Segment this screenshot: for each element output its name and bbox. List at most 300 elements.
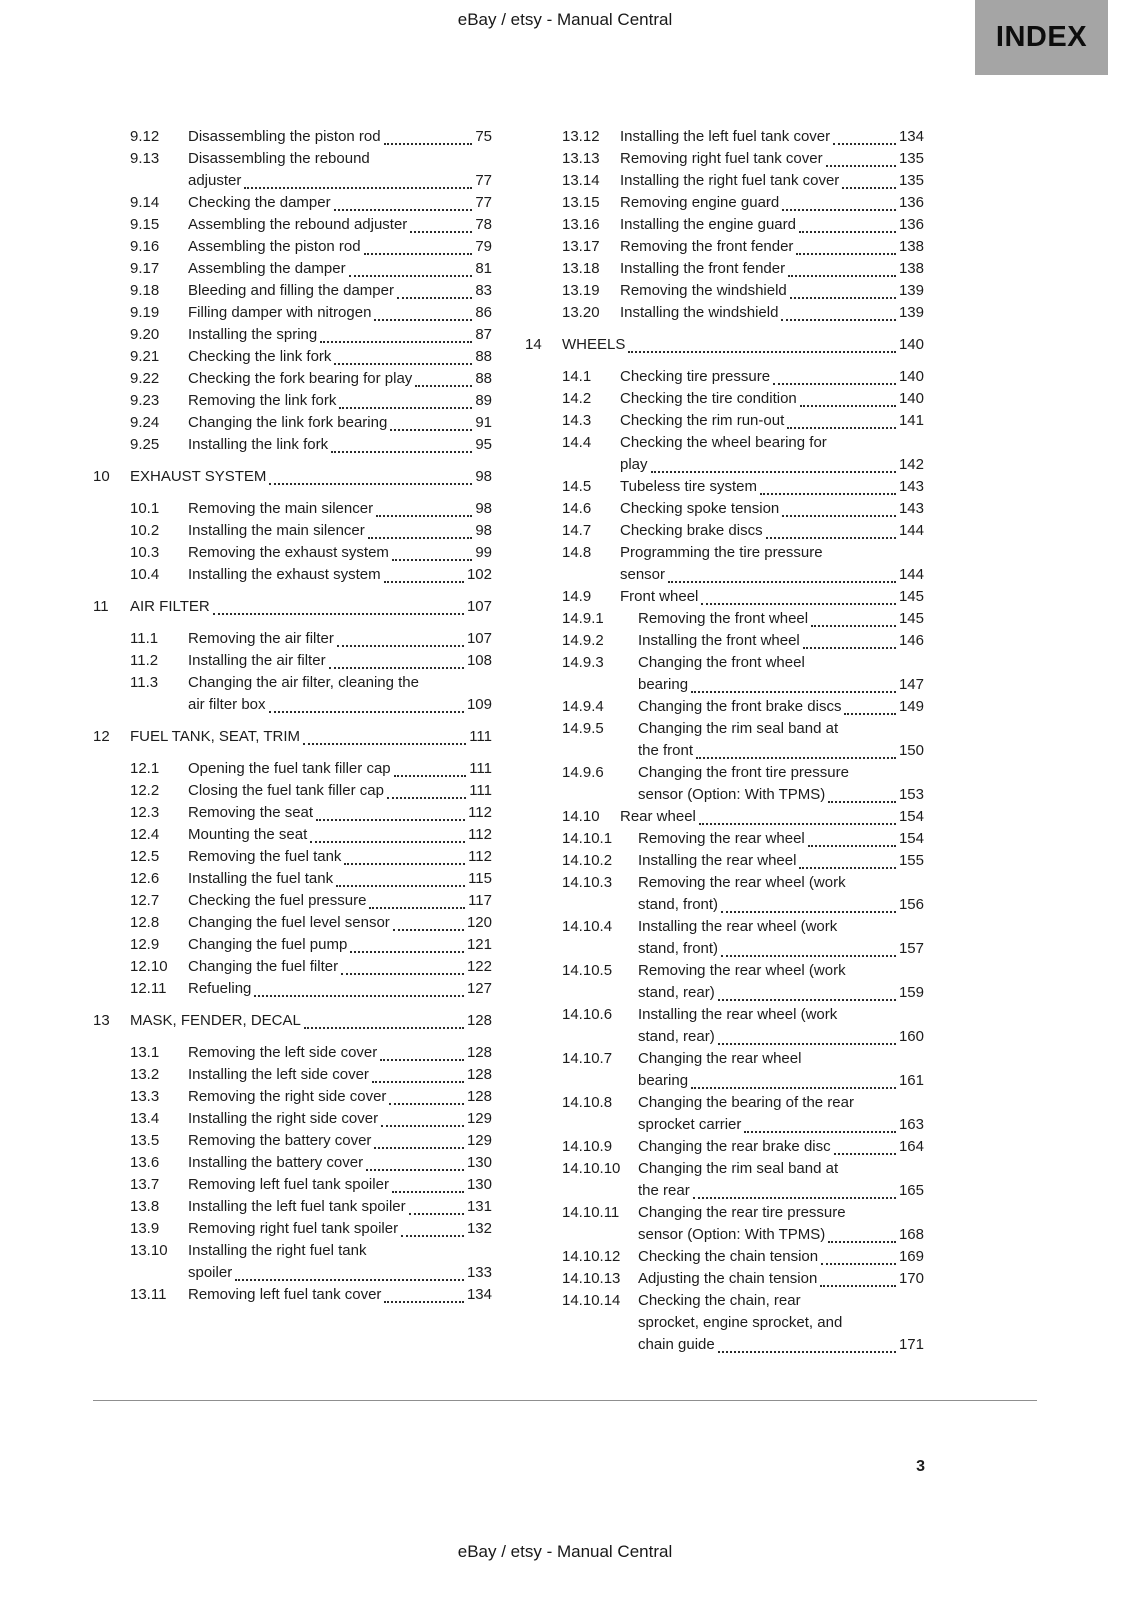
toc-entry-body xyxy=(188,1064,492,1086)
toc-entry-number: 14.8 xyxy=(562,544,592,561)
dotted-leader xyxy=(401,1218,464,1237)
toc-entry-body xyxy=(188,148,492,192)
toc-entry-page: 144 xyxy=(898,566,924,583)
toc-entry-title: Checking the link fork xyxy=(188,348,332,365)
toc-entry xyxy=(525,1048,924,1092)
toc-entry xyxy=(525,1158,924,1202)
toc-entry-page: 136 xyxy=(898,194,924,211)
toc-entry-body xyxy=(188,302,492,324)
dotted-leader xyxy=(415,368,472,387)
toc-entry-number: 9.20 xyxy=(130,326,160,343)
toc-entry-title: Changing the front wheel xyxy=(638,654,805,671)
toc-entry-number: 9.24 xyxy=(130,414,160,431)
toc-entry xyxy=(93,1218,492,1240)
toc-entry-number: 13 xyxy=(93,1012,110,1029)
toc-entry-number: 9.25 xyxy=(130,436,160,453)
toc-entry-page: 140 xyxy=(898,336,924,353)
toc-entry-page: 136 xyxy=(898,216,924,233)
toc-entry-page: 127 xyxy=(466,980,492,997)
dotted-leader xyxy=(372,1064,464,1083)
toc-entry-title: Checking the fork bearing for play xyxy=(188,370,413,387)
toc-entry-body xyxy=(620,520,924,542)
toc-entry-body xyxy=(620,236,924,258)
toc-entry-title: Refueling xyxy=(188,980,252,997)
toc-entry xyxy=(525,1136,924,1158)
dotted-leader xyxy=(844,696,896,715)
toc-column-2 xyxy=(525,126,924,1356)
toc-entry xyxy=(525,586,924,608)
dotted-leader xyxy=(390,412,472,431)
toc-entry-title: Changing the rear tire pressure xyxy=(638,1204,846,1221)
toc-entry-body xyxy=(188,258,492,280)
toc-entry-body xyxy=(188,1174,492,1196)
toc-entry-body xyxy=(638,960,924,1004)
toc-entry-body xyxy=(188,1042,492,1064)
toc-entry xyxy=(525,170,924,192)
toc-entry-body xyxy=(188,802,492,824)
toc-entry-page: 112 xyxy=(468,826,492,843)
toc-entry xyxy=(525,1246,924,1268)
toc-entry-title: stand, front) xyxy=(638,940,719,957)
toc-entry-title: Changing the bearing of the rear xyxy=(638,1094,854,1111)
toc-entry-page: 98 xyxy=(475,500,492,517)
toc-entry-body xyxy=(188,126,492,148)
toc-entry-body xyxy=(130,726,492,748)
dotted-leader xyxy=(381,1108,464,1127)
toc-entry-body xyxy=(188,368,492,390)
toc-entry-body xyxy=(638,828,924,850)
toc-entry-title: Installing the rear wheel (work xyxy=(638,918,838,935)
toc-entry-number: 12.9 xyxy=(130,936,160,953)
toc-entry xyxy=(93,1152,492,1174)
toc-entry-title: Changing the fuel pump xyxy=(188,936,348,953)
toc-entry-body xyxy=(188,280,492,302)
toc-entry-body xyxy=(188,650,492,672)
toc-entry xyxy=(525,960,924,1004)
toc-entry-page: 129 xyxy=(466,1110,492,1127)
toc-entry-title: Removing the front fender xyxy=(620,238,794,255)
toc-entry-body xyxy=(188,1086,492,1108)
toc-entry-page: 111 xyxy=(469,728,492,745)
toc-entry-number: 9.16 xyxy=(130,238,160,255)
toc-entry-body xyxy=(188,1196,492,1218)
toc-entry-body xyxy=(638,696,924,718)
dotted-leader xyxy=(320,324,472,343)
toc-entry-page: 99 xyxy=(475,544,492,561)
dotted-leader xyxy=(409,1196,464,1215)
toc-entry-body xyxy=(638,1246,924,1268)
footer-title: eBay / etsy - Manual Central xyxy=(457,1542,673,1561)
toc-entry-page: 89 xyxy=(475,392,492,409)
toc-entry-page: 146 xyxy=(898,632,924,649)
toc-entry-body xyxy=(620,542,924,586)
toc-entry-page: 129 xyxy=(466,1132,492,1149)
toc-entry-title: Installing the exhaust system xyxy=(188,566,381,583)
toc-entry-page: 168 xyxy=(898,1226,924,1243)
dotted-leader xyxy=(718,1334,896,1353)
toc-entry-title: sprocket carrier xyxy=(638,1116,742,1133)
dotted-leader xyxy=(796,236,896,255)
dotted-leader xyxy=(842,170,896,189)
toc-entry xyxy=(525,696,924,718)
toc-entry-page: 95 xyxy=(475,436,492,453)
toc-entry-page: 79 xyxy=(475,238,492,255)
toc-entry xyxy=(93,1086,492,1108)
toc-entry-title: stand, rear) xyxy=(638,1028,715,1045)
dotted-leader xyxy=(350,934,464,953)
toc-entry xyxy=(525,1092,924,1136)
dotted-leader xyxy=(701,586,896,605)
toc-entry-page: 88 xyxy=(475,348,492,365)
toc-entry xyxy=(525,542,924,586)
toc-entry-body xyxy=(188,1152,492,1174)
toc-entry-body xyxy=(620,214,924,236)
toc-entry-number: 12.3 xyxy=(130,804,160,821)
dotted-leader xyxy=(787,410,896,429)
toc-entry-number: 13.11 xyxy=(130,1286,167,1303)
toc-entry-page: 144 xyxy=(898,522,924,539)
toc-chapter-entry xyxy=(93,466,492,488)
toc-entry-title: sensor (Option: With TPMS) xyxy=(638,1226,826,1243)
toc-entry xyxy=(525,1290,924,1356)
toc-entry xyxy=(525,192,924,214)
toc-entry-number: 14.10.4 xyxy=(562,918,613,935)
toc-entry-page: 102 xyxy=(466,566,492,583)
toc-entry-page: 107 xyxy=(466,598,492,615)
toc-entry xyxy=(93,434,492,456)
toc-entry-number: 12 xyxy=(93,728,110,745)
toc-entry-title: sensor xyxy=(620,566,666,583)
toc-entry-body xyxy=(620,170,924,192)
toc-entry-page: 159 xyxy=(898,984,924,1001)
toc-entry xyxy=(93,564,492,586)
dotted-leader xyxy=(828,1224,896,1243)
toc-entry-number: 9.14 xyxy=(130,194,160,211)
toc-entry-page: 134 xyxy=(466,1286,492,1303)
toc-entry-number: 14.10.6 xyxy=(562,1006,613,1023)
table-of-contents xyxy=(93,126,924,1356)
toc-entry xyxy=(93,302,492,324)
toc-entry-number: 14.10.14 xyxy=(562,1292,621,1309)
toc-entry xyxy=(525,410,924,432)
toc-entry-number: 13.4 xyxy=(130,1110,160,1127)
toc-entry-title: Removing the main silencer xyxy=(188,500,374,517)
toc-entry xyxy=(93,368,492,390)
toc-entry-page: 154 xyxy=(898,808,924,825)
toc-chapter-entry xyxy=(93,596,492,618)
dotted-leader xyxy=(304,1010,464,1029)
toc-entry-title: Filling damper with nitrogen xyxy=(188,304,372,321)
toc-entry-title: Changing the front tire pressure xyxy=(638,764,849,781)
toc-entry-title: Bleeding and filling the damper xyxy=(188,282,394,299)
toc-entry-page: 78 xyxy=(475,216,492,233)
dotted-leader xyxy=(341,956,464,975)
dotted-leader xyxy=(269,466,472,485)
toc-entry-number: 14.10.5 xyxy=(562,962,613,979)
toc-entry-page: 135 xyxy=(898,150,924,167)
toc-entry xyxy=(93,1108,492,1130)
dotted-leader xyxy=(376,498,472,517)
toc-entry-number: 11.3 xyxy=(130,674,159,691)
toc-entry xyxy=(93,324,492,346)
toc-entry-page: 155 xyxy=(898,852,924,869)
toc-entry-page: 112 xyxy=(468,804,492,821)
toc-entry-title: Installing the air filter xyxy=(188,652,326,669)
toc-entry-title: Removing the rear wheel (work xyxy=(638,962,846,979)
toc-entry-page: 154 xyxy=(898,830,924,847)
toc-entry xyxy=(525,388,924,410)
toc-entry-body xyxy=(638,630,924,652)
toc-entry-body xyxy=(188,1284,492,1306)
toc-entry-page: 128 xyxy=(466,1044,492,1061)
toc-entry xyxy=(93,1130,492,1152)
toc-entry-title: Changing the rear wheel xyxy=(638,1050,802,1067)
toc-entry-number: 13.9 xyxy=(130,1220,160,1237)
toc-entry-page: 122 xyxy=(466,958,492,975)
toc-entry-page: 139 xyxy=(898,304,924,321)
toc-entry-body xyxy=(188,934,492,956)
toc-entry xyxy=(525,652,924,696)
toc-entry-page: 161 xyxy=(898,1072,924,1089)
toc-entry xyxy=(93,390,492,412)
toc-entry-number: 12.2 xyxy=(130,782,160,799)
toc-entry-page: 86 xyxy=(475,304,492,321)
toc-entry xyxy=(93,498,492,520)
toc-entry-page: 87 xyxy=(475,326,492,343)
dotted-leader xyxy=(366,1152,464,1171)
toc-entry xyxy=(93,520,492,542)
toc-entry-number: 13.7 xyxy=(130,1176,160,1193)
toc-entry-page: 81 xyxy=(475,260,492,277)
toc-entry-body xyxy=(188,956,492,978)
toc-entry xyxy=(93,978,492,1000)
toc-entry-body xyxy=(188,542,492,564)
toc-entry-body xyxy=(188,564,492,586)
toc-entry-page: 117 xyxy=(468,892,492,909)
toc-entry xyxy=(93,412,492,434)
toc-entry-number: 14.10.13 xyxy=(562,1270,621,1287)
dotted-leader xyxy=(380,1042,464,1061)
toc-entry-title: Closing the fuel tank filler cap xyxy=(188,782,384,799)
toc-entry-title: air filter box xyxy=(188,696,266,713)
toc-entry-title: Removing the fuel tank xyxy=(188,848,342,865)
toc-entry-body xyxy=(620,280,924,302)
toc-chapter-entry xyxy=(93,1010,492,1032)
toc-entry-body xyxy=(620,432,924,476)
toc-entry-body xyxy=(188,1130,492,1152)
toc-entry-number: 12.7 xyxy=(130,892,160,909)
dotted-leader xyxy=(718,1026,896,1045)
toc-entry-number: 13.10 xyxy=(130,1242,168,1259)
toc-entry-title: the rear xyxy=(638,1182,690,1199)
index-tab xyxy=(975,0,1108,75)
toc-entry-page: 91 xyxy=(475,414,492,431)
dotted-leader xyxy=(369,890,465,909)
dotted-leader xyxy=(269,694,464,713)
toc-entry xyxy=(93,846,492,868)
toc-entry-number: 14.9.6 xyxy=(562,764,604,781)
toc-entry-page: 145 xyxy=(898,610,924,627)
toc-entry-body xyxy=(188,890,492,912)
toc-entry-title: Removing the link fork xyxy=(188,392,337,409)
toc-entry-body xyxy=(188,846,492,868)
toc-entry-number: 14.10.12 xyxy=(562,1248,621,1265)
toc-entry-title: Changing the rim seal band at xyxy=(638,1160,839,1177)
toc-entry-page: 165 xyxy=(898,1182,924,1199)
toc-entry-title: Opening the fuel tank filler cap xyxy=(188,760,391,777)
toc-entry-title: Checking the wheel bearing for xyxy=(620,434,827,451)
toc-chapter-entry xyxy=(93,726,492,748)
toc-entry-page: 135 xyxy=(898,172,924,189)
toc-entry-title: play xyxy=(620,456,648,473)
toc-entry-page: 128 xyxy=(466,1066,492,1083)
toc-entry-page: 134 xyxy=(898,128,924,145)
toc-entry-number: 9.17 xyxy=(130,260,160,277)
index-label: INDEX xyxy=(995,21,1088,53)
toc-entry-body xyxy=(638,608,924,630)
toc-entry-title: Checking the fuel pressure xyxy=(188,892,367,909)
dotted-leader xyxy=(384,564,464,583)
toc-entry-title: Assembling the damper xyxy=(188,260,346,277)
toc-entry-page: 88 xyxy=(475,370,492,387)
toc-entry-title: Checking spoke tension xyxy=(620,500,780,517)
toc-entry-title: Checking the rim run-out xyxy=(620,412,785,429)
toc-entry xyxy=(525,762,924,806)
toc-entry-body xyxy=(188,628,492,650)
toc-entry-number: 13.1 xyxy=(130,1044,160,1061)
toc-entry xyxy=(93,758,492,780)
toc-entry-page: 140 xyxy=(898,390,924,407)
toc-entry xyxy=(93,824,492,846)
toc-entry-body xyxy=(130,596,492,618)
toc-entry-title: Removing the rear wheel (work xyxy=(638,874,846,891)
toc-entry-title: Installing the right fuel tank cover xyxy=(620,172,840,189)
toc-entry xyxy=(93,280,492,302)
dotted-leader xyxy=(691,674,896,693)
toc-entry-body xyxy=(188,520,492,542)
toc-entry-number: 11.1 xyxy=(130,630,159,647)
toc-entry-title: Adjusting the chain tension xyxy=(638,1270,818,1287)
toc-entry-page: 171 xyxy=(898,1336,924,1353)
toc-entry-page: 77 xyxy=(475,194,492,211)
toc-entry xyxy=(525,872,924,916)
toc-entry-body xyxy=(188,758,492,780)
dotted-leader xyxy=(316,802,465,821)
toc-entry-body xyxy=(188,780,492,802)
toc-entry-number: 12.11 xyxy=(130,980,167,997)
dotted-leader xyxy=(828,784,896,803)
toc-entry xyxy=(525,214,924,236)
toc-entry-page: 150 xyxy=(898,742,924,759)
header-title: eBay / etsy - Manual Central xyxy=(457,10,673,29)
toc-entry-body xyxy=(130,466,492,488)
toc-entry-page: 83 xyxy=(475,282,492,299)
dotted-leader xyxy=(651,454,896,473)
toc-entry-body xyxy=(620,476,924,498)
toc-entry-title: Installing the main silencer xyxy=(188,522,365,539)
toc-entry-number: 13.17 xyxy=(562,238,600,255)
toc-entry-body xyxy=(188,390,492,412)
toc-entry-page: 128 xyxy=(466,1012,492,1029)
toc-entry-title: Removing the seat xyxy=(188,804,314,821)
toc-entry-title: Rear wheel xyxy=(620,808,696,825)
dotted-leader xyxy=(668,564,896,583)
toc-entry-number: 14.7 xyxy=(562,522,592,539)
toc-entry-title: Installing the right side cover xyxy=(188,1110,379,1127)
toc-entry-title: Checking the chain, rear xyxy=(638,1292,801,1309)
dotted-leader xyxy=(693,1180,896,1199)
toc-entry-title: bearing xyxy=(638,1072,689,1089)
dotted-leader xyxy=(331,434,472,453)
toc-entry-number: 9.13 xyxy=(130,150,160,167)
toc-entry xyxy=(525,850,924,872)
dotted-leader xyxy=(718,982,896,1001)
toc-entry-title: Installing the rear wheel (work xyxy=(638,1006,838,1023)
dotted-leader xyxy=(254,978,464,997)
toc-entry-page: 111 xyxy=(469,782,492,799)
toc-entry-number: 14.9.2 xyxy=(562,632,604,649)
toc-entry-body xyxy=(638,1202,924,1246)
toc-entry xyxy=(93,1042,492,1064)
toc-entry-number: 11.2 xyxy=(130,652,159,669)
toc-entry-body xyxy=(620,586,924,608)
toc-entry-number: 12.10 xyxy=(130,958,168,975)
toc-entry-body xyxy=(638,1092,924,1136)
toc-entry-page: 147 xyxy=(898,676,924,693)
toc-entry xyxy=(525,608,924,630)
toc-entry-number: 13.5 xyxy=(130,1132,160,1149)
toc-entry xyxy=(93,780,492,802)
toc-entry-page: 121 xyxy=(466,936,492,953)
toc-entry-number: 9.12 xyxy=(130,128,160,145)
toc-entry-page: 149 xyxy=(898,698,924,715)
toc-entry-title: Disassembling the piston rod xyxy=(188,128,381,145)
toc-entry-body xyxy=(188,978,492,1000)
toc-entry-number: 14 xyxy=(525,336,542,353)
toc-entry-number: 9.23 xyxy=(130,392,160,409)
toc-entry xyxy=(93,1174,492,1196)
dotted-leader xyxy=(397,280,472,299)
toc-entry-body xyxy=(188,214,492,236)
toc-entry xyxy=(93,890,492,912)
toc-entry xyxy=(93,934,492,956)
toc-entry-title: Removing right fuel tank cover xyxy=(620,150,823,167)
toc-entry-title: the front xyxy=(638,742,694,759)
toc-entry xyxy=(525,258,924,280)
toc-entry-number: 9.21 xyxy=(130,348,160,365)
page-header xyxy=(0,10,1130,30)
dotted-leader xyxy=(833,126,896,145)
toc-entry-body xyxy=(638,1136,924,1158)
toc-entry-title: Removing the exhaust system xyxy=(188,544,389,561)
toc-entry-title: Removing the windshield xyxy=(620,282,787,299)
toc-entry-page: 160 xyxy=(898,1028,924,1045)
toc-entry-number: 10 xyxy=(93,468,110,485)
toc-entry xyxy=(525,280,924,302)
toc-entry-body xyxy=(188,1108,492,1130)
toc-entry-title: FUEL TANK, SEAT, TRIM xyxy=(130,728,301,745)
toc-entry xyxy=(525,630,924,652)
toc-entry-title: Changing the rim seal band at xyxy=(638,720,839,737)
toc-entry-title: Installing the link fork xyxy=(188,436,329,453)
toc-entry-title: Assembling the rebound adjuster xyxy=(188,216,408,233)
toc-entry-body xyxy=(188,824,492,846)
toc-entry xyxy=(93,542,492,564)
dotted-leader xyxy=(337,628,464,647)
toc-entry xyxy=(93,1064,492,1086)
toc-entry-title: chain guide xyxy=(638,1336,715,1353)
toc-entry-title: Checking the tire condition xyxy=(620,390,797,407)
